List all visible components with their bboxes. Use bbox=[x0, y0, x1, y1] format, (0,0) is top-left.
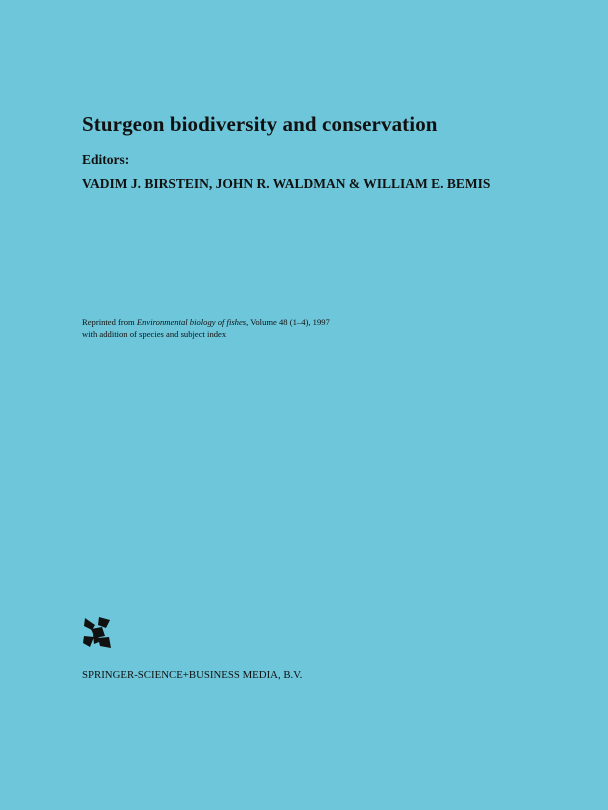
springer-knight-logo-icon bbox=[82, 616, 112, 650]
reprint-prefix: Reprinted from bbox=[82, 317, 137, 327]
book-title: Sturgeon biodiversity and conservation bbox=[82, 112, 438, 136]
journal-title: Environmental biology of fishes bbox=[136, 317, 247, 327]
editors-names: VADIM J. BIRSTEIN, JOHN R. WALDMAN & WILLIAM E. BEMIS bbox=[82, 176, 491, 191]
reprint-note bbox=[82, 316, 330, 340]
publisher-name: SPRINGER-SCIENCE+BUSINESS MEDIA, B.V. bbox=[82, 669, 303, 681]
reprint-volume: , Volume 48 (1–4), 1997 bbox=[246, 317, 330, 327]
editors-label: Editors: bbox=[82, 152, 130, 167]
reprint-addition: with addition of species and subject index bbox=[82, 329, 227, 339]
